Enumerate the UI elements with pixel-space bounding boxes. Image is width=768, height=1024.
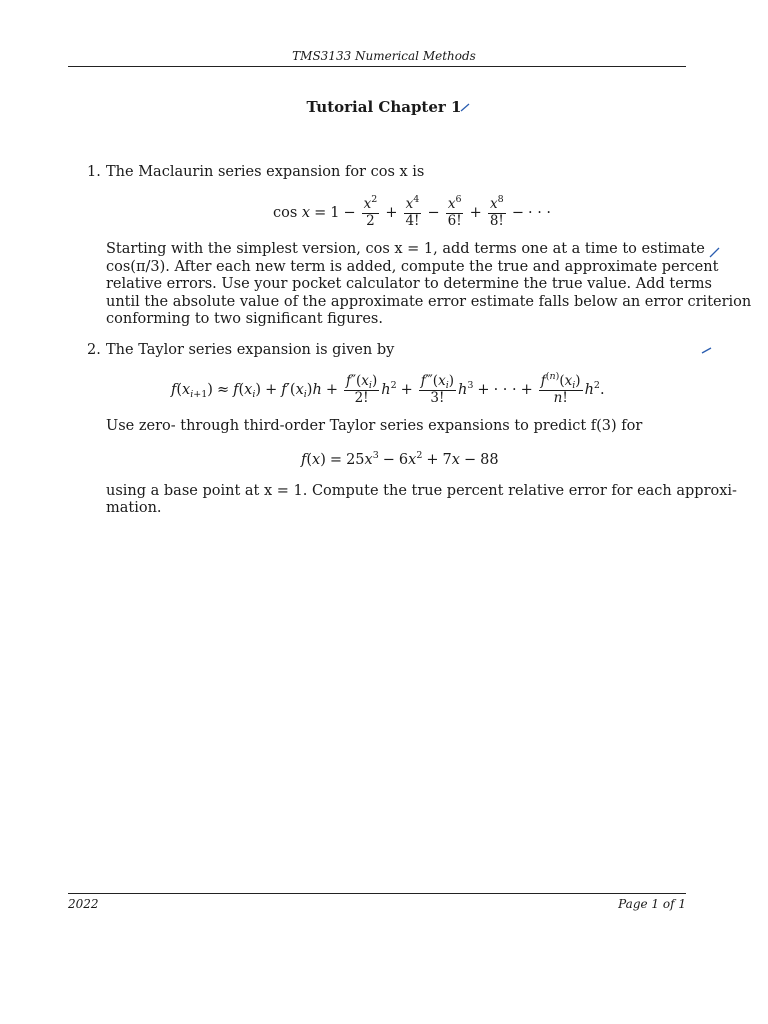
footer-year: 2022 xyxy=(68,897,99,911)
q1-body-line: relative errors. Use your pocket calculator to determine the true value. Add terms xyxy=(106,276,712,292)
q2-number: 2. xyxy=(87,342,101,358)
page-title xyxy=(0,98,768,116)
q2-use-line: Use zero- through third-order Taylor series expansions to predict f(3) for xyxy=(106,418,643,434)
q2-function-equation: f(x) = $25x^3$ − $6x^2$ + 7x − 88 xyxy=(301,450,499,468)
q1-body-line: until the absolute value of the approximate error estimate falls below an error criterion xyxy=(106,294,752,310)
pen-tick-mark xyxy=(700,344,714,356)
footer-page-number: Page 1 of 1 xyxy=(618,897,686,911)
q1-number: 1. xyxy=(87,164,101,180)
pen-tick-mark xyxy=(708,245,722,259)
pen-tick-mark xyxy=(459,101,471,113)
q1-body-line: Starting with the simplest version, cos x = 1, add terms one at a time to estimate xyxy=(106,241,705,257)
q2-taylor-equation: $f(x_{i+1})$ ≈ $f(x_i)$ + $f'(x_i)h$ + $\frac{f''(x_i)}{2!}$ $h^2$ + $\frac{f‴(x_i)}{3!}$ $h^3$ + · · · + $\frac{f^{(n)}(x_i)}{n!}$ $h^2$. xyxy=(171,370,605,406)
footer-rule xyxy=(68,893,686,894)
page-title-text: Tutorial Chapter 1 xyxy=(306,98,462,116)
header-rule xyxy=(68,66,686,67)
q1-body-line: cos(π/3). After each new term is added, compute the true and approximate percent xyxy=(106,259,719,275)
q1-body-line: conforming to two significant figures. xyxy=(106,311,383,327)
q1-maclaurin-equation: cos x = 1 − $\frac{x^2}{2}$ + $\frac{x^4}{4!}$ − $\frac{x^6}{6!}$ + $\frac{x^8}{8!}$ − · · · xyxy=(273,193,552,229)
q1-intro: The Maclaurin series expansion for cos x is xyxy=(106,164,425,180)
q2-body-line: mation. xyxy=(106,500,162,516)
q2-body-line: using a base point at x = 1. Compute the true percent relative error for each approxi- xyxy=(106,483,737,499)
running-header: TMS3133 Numerical Methods xyxy=(292,49,476,63)
q2-intro: The Taylor series expansion is given by xyxy=(106,342,395,358)
